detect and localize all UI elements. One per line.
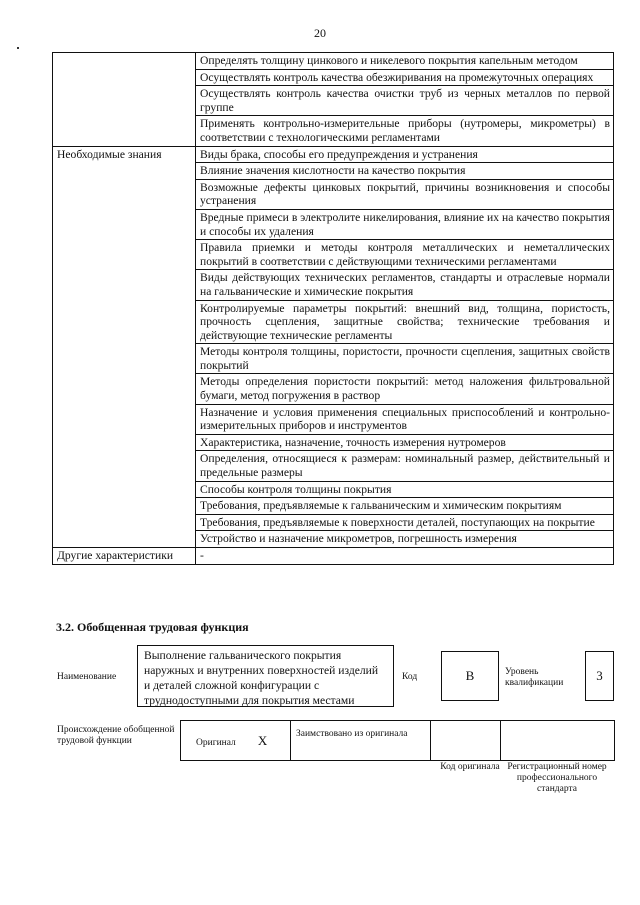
- origin-code-caption: Код оригинала: [440, 762, 500, 772]
- skills-item: Осуществлять контроль качества очистки труб из черных металлов по первой группе: [196, 86, 614, 116]
- knowledge-item: Требования, предъявляемые к гальваническим и химическим покрытиям: [196, 498, 614, 515]
- knowledge-item: Вредные примеси в электролите никелирования, влияние их на качество покрытия и способы их удаления: [196, 209, 614, 239]
- knowledge-row: [53, 146, 614, 163]
- borrowed-label: Заимствовано из оригинала: [296, 729, 408, 739]
- knowledge-item: Методы определения пористости покрытий: метод наложения фильтровальной бумаги, метод погружения в раствор: [196, 374, 614, 404]
- knowledge-item: Методы контроля толщины, пористости, прочности сцепления, защитных свойств покрытий: [196, 344, 614, 374]
- knowledge-item: Способы контроля толщины покрытия: [196, 481, 614, 498]
- reg-number-cell: [501, 721, 615, 761]
- code-label: Код: [402, 672, 418, 682]
- function-name-box: [137, 645, 394, 707]
- origin-code-cell: [431, 721, 501, 761]
- skills-item: Осуществлять контроль качества обезжиривания на промежуточных операциях: [196, 69, 614, 86]
- code-value: B: [465, 668, 475, 683]
- level-value: 3: [596, 668, 603, 683]
- knowledge-item: Влияние значения кислотности на качество покрытия: [196, 163, 614, 180]
- original-mark: X: [257, 732, 268, 748]
- name-label: Наименование: [57, 672, 117, 682]
- knowledge-item: Правила приемки и методы контроля металлических и неметаллических покрытий в соответствии с действующими техническими регламентами: [196, 240, 614, 270]
- skills-row: [53, 53, 614, 70]
- knowledge-item: Возможные дефекты цинковых покрытий, причины возникновения и способы устранения: [196, 179, 614, 209]
- knowledge-item: Характеристика, назначение, точность измерения нутромеров: [196, 434, 614, 451]
- origin-table: [180, 720, 615, 761]
- knowledge-label: Необходимые знания: [57, 147, 162, 161]
- knowledge-item: Назначение и условия применения специальных приспособлений и контрольно-измерительных приборов и инструментов: [196, 404, 614, 434]
- page-number: 20: [314, 26, 326, 40]
- origin-label: Происхождение обобщенной трудовой функции: [57, 725, 175, 746]
- knowledge-item: Устройство и назначение микрометров, погрешность измерения: [196, 531, 614, 548]
- scan-dot: [17, 47, 19, 49]
- skills-label-cell: [53, 53, 196, 147]
- section-title: 3.2. Обобщенная трудовая функция: [56, 620, 249, 634]
- reg-number-caption: Регистрационный номер профессионального стандарта: [507, 762, 607, 794]
- skills-item: Применять контрольно-измерительные приборы (нутромеры, микрометры) в соответствии с технологическими регламентами: [196, 116, 614, 146]
- original-label: Оригинал: [196, 737, 236, 748]
- knowledge-item: Определения, относящиеся к размерам: номинальный размер, действительный и предельные размеры: [196, 451, 614, 481]
- other-label: Другие характеристики: [53, 548, 196, 565]
- knowledge-skills-table: [52, 52, 614, 565]
- knowledge-item: Требования, предъявляемые к поверхности деталей, поступающих на покрытие: [196, 514, 614, 531]
- borrowed-cell: [291, 721, 431, 761]
- function-name-text: Выполнение гальванического покрытия наружных и внутренних поверхностей изделий и деталей сложной конфигурации с труднодоступными для покрытия местами: [144, 649, 379, 707]
- knowledge-item: Виды брака, способы его предупреждения и устранения: [196, 146, 614, 163]
- other-row: [53, 548, 614, 565]
- knowledge-item: Виды действующих технических регламентов, стандарты и отраслевые нормали на гальванические и химические покрытия: [196, 270, 614, 300]
- level-label: Уровень квалификации: [505, 667, 564, 688]
- original-cell: [181, 721, 291, 761]
- level-box: [585, 651, 614, 701]
- knowledge-item: Контролируемые параметры покрытий: внешний вид, толщина, пористость, прочность сцепления, защитные свойства; технические требования и действующие технические регламенты: [196, 300, 614, 344]
- knowledge-label-cell: [53, 146, 196, 547]
- other-value: -: [196, 548, 614, 565]
- code-box: [441, 651, 499, 701]
- skills-item: Определять толщину цинкового и никелевого покрытия капельным методом: [196, 53, 614, 70]
